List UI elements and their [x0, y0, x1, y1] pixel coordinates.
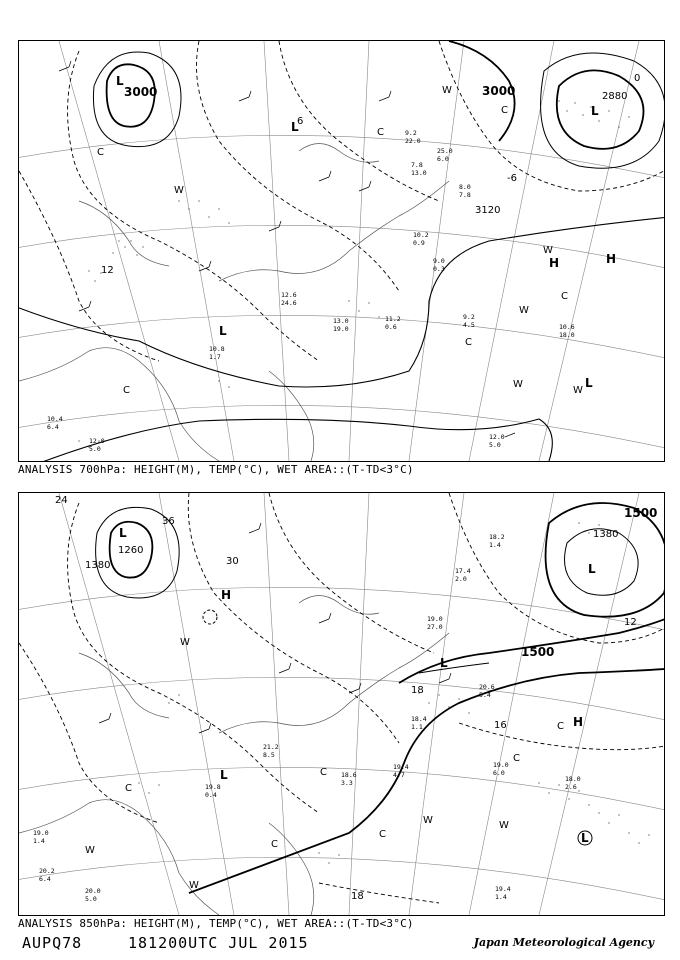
station-plot [89, 437, 105, 453]
map-700hpa [18, 40, 665, 462]
caption-700hpa: ANALYSIS 700hPa: HEIGHT(M), TEMP(°C), WET AREA::(T-TD<3°C) [18, 463, 414, 476]
valid-time: 181200UTC JUL 2015 [128, 934, 309, 952]
low-center: L [585, 376, 593, 390]
low-center: L [591, 104, 599, 118]
svg-text:24.6: 24.6 [281, 299, 297, 307]
station-plot [463, 313, 475, 329]
low-center: L [116, 74, 124, 88]
svg-text:19.4: 19.4 [495, 885, 511, 893]
station-plot [39, 867, 55, 883]
svg-text:3.3: 3.3 [341, 779, 353, 787]
temp-label: -6 [507, 173, 517, 184]
cold-mark: C [501, 105, 508, 116]
temp-label: 12 [624, 617, 637, 628]
graticule [19, 493, 664, 915]
station-plot [333, 317, 349, 333]
wet-areas [78, 100, 630, 448]
cold-mark: C [125, 783, 132, 794]
station-plot [393, 763, 409, 779]
svg-text:10.4: 10.4 [47, 415, 63, 423]
svg-text:1.7: 1.7 [209, 353, 221, 361]
station-plot [459, 183, 471, 199]
station-plot [411, 161, 427, 177]
svg-text:5.4: 5.4 [479, 691, 491, 699]
svg-text:0.3: 0.3 [433, 265, 445, 273]
svg-text:6.4: 6.4 [39, 875, 51, 883]
station-plot [341, 771, 357, 787]
height-labels [85, 506, 657, 659]
svg-text:19.4: 19.4 [393, 763, 409, 771]
svg-text:20.6: 20.6 [479, 683, 495, 691]
chart-code: AUPQ78 [22, 934, 83, 952]
warm-mark: W [519, 305, 529, 316]
height-label: 3120 [475, 205, 501, 216]
low-center: L [440, 656, 448, 670]
svg-text:12.0: 12.0 [89, 437, 105, 445]
cold-mark: C [123, 385, 130, 396]
height-label: 1500 [521, 645, 555, 659]
svg-text:2.0: 2.0 [455, 575, 467, 583]
low-center: L [581, 831, 589, 845]
temp-labels [101, 73, 640, 276]
warm-mark: W [573, 385, 583, 396]
station-plot [385, 315, 401, 331]
svg-text:17.4: 17.4 [455, 567, 471, 575]
height-label: 1500 [624, 506, 658, 520]
svg-text:1.4: 1.4 [495, 893, 507, 901]
temp-label: 12 [101, 265, 114, 276]
coastline [19, 596, 449, 916]
warm-mark: W [174, 185, 184, 196]
cold-mark: C [377, 127, 384, 138]
graticule [19, 41, 664, 461]
station-plot [565, 775, 581, 791]
cold-mark: C [379, 829, 386, 840]
height-label: 1380 [85, 560, 111, 571]
low-center: L [119, 526, 127, 540]
high-center: H [221, 588, 232, 602]
station-plot [427, 615, 443, 631]
svg-text:1.1: 1.1 [411, 723, 423, 731]
station-plot [205, 783, 221, 799]
high-center: H [573, 715, 584, 729]
map-850hpa-svg [19, 493, 664, 915]
svg-text:12.6: 12.6 [281, 291, 297, 299]
svg-text:5.0: 5.0 [89, 445, 101, 453]
high-center: H [549, 256, 560, 270]
svg-text:19.0: 19.0 [333, 325, 349, 333]
cold-mark: C [271, 839, 278, 850]
station-plot [495, 885, 511, 901]
station-plot [433, 257, 445, 273]
height-label: 1260 [118, 545, 144, 556]
temp-label: 24 [55, 495, 68, 506]
station-plot [263, 743, 279, 759]
station-obs [33, 533, 584, 903]
svg-text:19.8: 19.8 [205, 783, 221, 791]
svg-text:27.0: 27.0 [427, 623, 443, 631]
svg-text:22.0: 22.0 [405, 137, 421, 145]
svg-text:21.2: 21.2 [263, 743, 279, 751]
height-contours [19, 41, 664, 461]
svg-text:6.0: 6.0 [493, 769, 505, 777]
cold-mark: C [557, 721, 564, 732]
svg-text:19.0: 19.0 [427, 615, 443, 623]
pressure-centers [116, 74, 616, 390]
svg-text:19.0: 19.0 [493, 761, 509, 769]
svg-text:9.2: 9.2 [463, 313, 475, 321]
svg-text:10.8: 10.8 [209, 345, 225, 353]
svg-text:12.0: 12.0 [489, 433, 505, 441]
warm-mark: W [85, 845, 95, 856]
station-plot [489, 433, 515, 449]
station-plot [281, 291, 297, 307]
svg-text:18.0: 18.0 [565, 775, 581, 783]
station-plot [413, 231, 429, 247]
temp-contours [19, 493, 664, 903]
svg-text:2.6: 2.6 [565, 783, 577, 791]
cold-mark: C [561, 291, 568, 302]
map-850hpa [18, 492, 665, 916]
svg-text:10.6: 10.6 [559, 323, 575, 331]
agency-name: Japan Meteorological Agency [473, 936, 654, 949]
svg-text:4.7: 4.7 [393, 771, 405, 779]
height-label: 3000 [124, 85, 158, 99]
svg-text:20.2: 20.2 [39, 867, 55, 875]
temp-label: 16 [494, 720, 507, 731]
svg-text:0.9: 0.9 [413, 239, 425, 247]
warm-mark: W [513, 379, 523, 390]
svg-text:1.4: 1.4 [33, 837, 45, 845]
warm-cold-marks [97, 85, 583, 396]
temp-label: 6 [297, 116, 304, 127]
cold-mark: C [97, 147, 104, 158]
height-label: 1380 [593, 529, 619, 540]
svg-text:5.0: 5.0 [489, 441, 501, 449]
coastline [19, 144, 449, 462]
svg-text:11.2: 11.2 [385, 315, 401, 323]
station-plot [455, 567, 471, 583]
warm-mark: W [189, 880, 199, 891]
station-plot [209, 345, 225, 361]
svg-text:0.6: 0.6 [385, 323, 397, 331]
low-center: L [291, 120, 299, 134]
svg-text:25.0: 25.0 [437, 147, 453, 155]
svg-text:4.5: 4.5 [463, 321, 475, 329]
svg-text:6.0: 6.0 [437, 155, 449, 163]
temp-label: 18 [411, 685, 424, 696]
warm-mark: W [180, 637, 190, 648]
station-plot [437, 147, 453, 163]
caption-850hpa: ANALYSIS 850hPa: HEIGHT(M), TEMP(°C), WET AREA::(T-TD<3°C) [18, 917, 414, 930]
svg-text:7.8: 7.8 [459, 191, 471, 199]
station-plot [559, 323, 575, 339]
svg-text:8.0: 8.0 [459, 183, 471, 191]
station-plot [85, 887, 101, 903]
warm-mark: W [423, 815, 433, 826]
height-label: 2880 [602, 91, 628, 102]
station-plot [489, 533, 505, 549]
warm-mark: W [543, 245, 553, 256]
temp-contours [19, 41, 664, 361]
temp-label: 30 [226, 556, 239, 567]
svg-text:18.6: 18.6 [341, 771, 357, 779]
station-plot [493, 761, 509, 777]
svg-text:18.2: 18.2 [489, 533, 505, 541]
svg-text:13.0: 13.0 [333, 317, 349, 325]
cold-mark: C [513, 753, 520, 764]
svg-text:20.0: 20.0 [85, 887, 101, 895]
svg-text:6.4: 6.4 [47, 423, 59, 431]
high-center: H [606, 252, 617, 266]
svg-text:10.2: 10.2 [413, 231, 429, 239]
station-plot [47, 415, 63, 431]
low-center: L [588, 562, 596, 576]
temp-label: 0 [634, 73, 641, 84]
station-plot [405, 129, 421, 145]
pressure-centers [119, 526, 596, 845]
svg-text:18.0: 18.0 [559, 331, 575, 339]
low-center: L [219, 324, 227, 338]
cold-mark: C [465, 337, 472, 348]
temp-label: 18 [351, 891, 364, 902]
svg-text:1.4: 1.4 [489, 541, 501, 549]
svg-text:9.2: 9.2 [405, 129, 417, 137]
svg-text:8.5: 8.5 [263, 751, 275, 759]
svg-text:7.8: 7.8 [411, 161, 423, 169]
wet-areas [138, 522, 650, 864]
low-center: L [220, 768, 228, 782]
svg-text:18.4: 18.4 [411, 715, 427, 723]
temp-label: 36 [162, 516, 175, 527]
station-plot [33, 829, 49, 845]
svg-text:19.0: 19.0 [33, 829, 49, 837]
height-labels [124, 84, 627, 216]
station-obs [47, 129, 575, 453]
svg-text:13.0: 13.0 [411, 169, 427, 177]
svg-text:0.4: 0.4 [205, 791, 217, 799]
height-label: 3000 [482, 84, 516, 98]
warm-mark: W [499, 820, 509, 831]
warm-mark: W [442, 85, 452, 96]
svg-text:9.0: 9.0 [433, 257, 445, 265]
cold-mark: C [320, 767, 327, 778]
map-700hpa-svg [19, 41, 664, 461]
svg-text:5.0: 5.0 [85, 895, 97, 903]
